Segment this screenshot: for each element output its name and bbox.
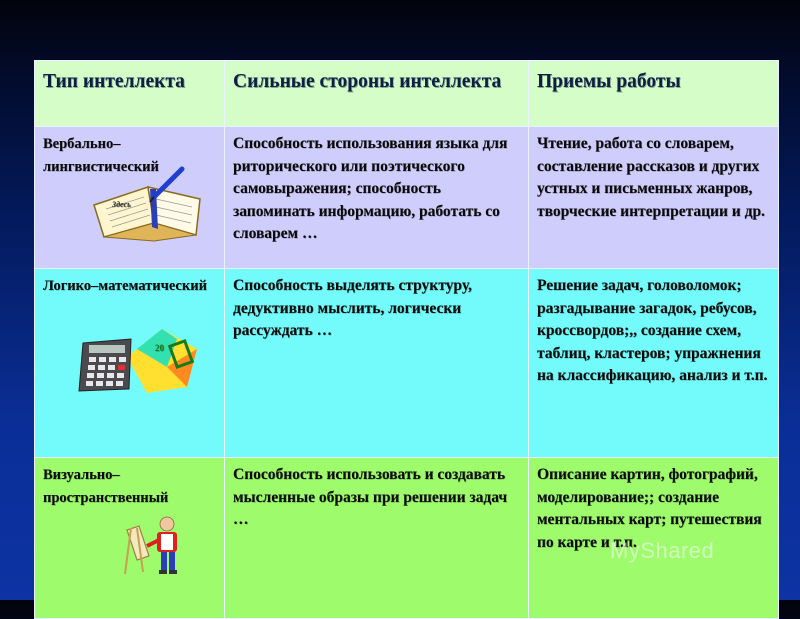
methods-cell: Чтение, работа со словарем, составление рассказов и других устных и письменных жанров, творческие интерпретации и др. [529,127,779,269]
svg-text:20: 20 [155,343,164,353]
book-with-pen-icon [90,165,210,253]
svg-text:Здесь: Здесь [112,200,131,209]
type-label: Вербально–лингвистический [43,136,159,175]
strengths-cell: Способность выделять структуру, дедуктивно мыслить, логически рассуждать … [225,269,529,458]
type-cell [35,458,225,619]
table-row-logic [35,269,779,458]
calculator-icon [77,327,202,405]
methods-cell: Решение задач, головоломок; разгадывание загадок, ребусов, кроссвордов;,, создание схем, таблиц, кластеров; упражнения на классификацию, анализ и т.п. [529,269,779,458]
watermark: MyShared [610,538,715,563]
table-row-verbal [35,127,779,269]
methods-cell: Описание картин, фотографий, моделирование;; создание ментальных карт; путешествия по карте и т.п. [529,458,779,619]
type-label: Логико–математический [43,278,207,294]
strengths-cell: Способность использования языка для риторического или поэтического самовыражения; способность запоминать информацию, работать со словарем … [225,127,529,269]
header-methods: Приемы работы [529,61,779,127]
intelligence-types-table [34,60,779,619]
painter-at-easel-icon [123,516,193,586]
type-label: Визуально–пространственный [43,467,169,506]
type-cell [35,127,225,269]
type-cell [35,269,225,458]
strengths-cell: Способность использовать и создавать мысленные образы при решении задач … [225,458,529,619]
table-header-row [35,61,779,127]
header-intelligence-type: Тип интеллекта [35,61,225,127]
header-strengths: Сильные стороны интеллекта [225,61,529,127]
